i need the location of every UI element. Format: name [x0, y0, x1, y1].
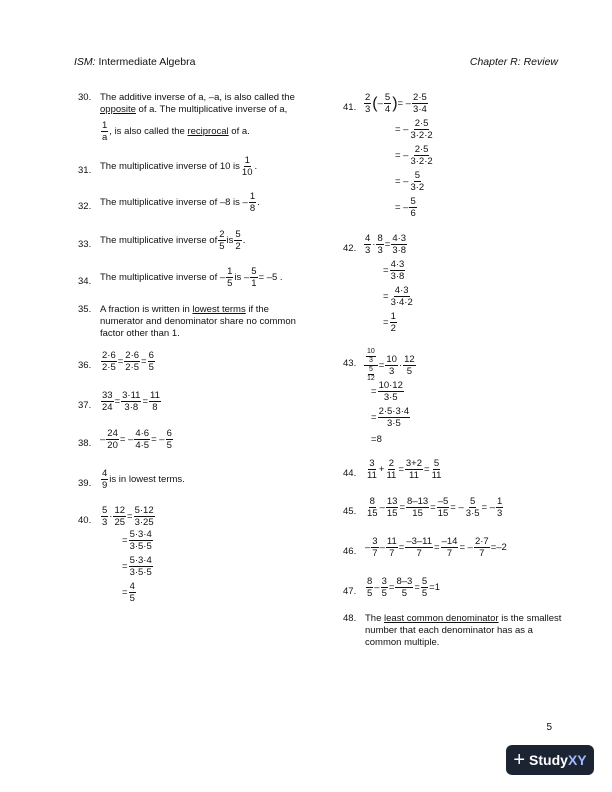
problem-41: 41. $\frac{2}{3}$ ( – $\frac{5}{4}$ ) = – $\frac{2\cdot 5}{3\cdot 4}$ = – $\frac{2\cdot 5}{3\cdot 2\cdot 2}$ = – $\frac{2\cdot 5}{3\cdot 2\cdot 2}$ = – $\frac{5}{3\cdot 2}$ = – $\frac{5}{6}$: [343, 92, 433, 219]
problem-text: is in lowest terms.: [109, 473, 185, 485]
problem-number: 32.: [78, 201, 92, 212]
problem-number: 42.: [343, 243, 357, 254]
problem-text: .: [242, 234, 246, 246]
problem-number: 45.: [343, 506, 357, 517]
problem-number: 47.: [343, 586, 357, 597]
problem-number: 30.: [78, 92, 92, 103]
fraction: $\frac{1}{5}$: [227, 266, 233, 289]
fraction: $\frac{8-13}{15}$: [407, 496, 429, 519]
fraction: $\frac{5}{3\cdot 2}$: [410, 170, 425, 193]
fraction: $\frac{1}{a}$: [102, 120, 108, 143]
problem-40: 40. $\frac{5}{3}$ · $\frac{12}{25}$ = $\frac{5\cdot 12}{3\cdot 25}$ = $\frac{5\cdot 3\cdot 4}{3\cdot 5\cdot 5}$ = $\frac{5\cdot 3\cdot 4}{3\cdot 5\cdot 5}$ = $\frac{4}{5}$: [78, 505, 154, 604]
problem-text: = –5 .: [258, 271, 283, 283]
fraction: $\frac{-14}{7}$: [441, 536, 458, 559]
fraction: $\frac{12}{25}$: [114, 505, 126, 528]
problem-text: A fraction is written in: [100, 304, 193, 315]
problem-text: .: [257, 196, 260, 208]
fraction: $\frac{5}{6}$: [410, 196, 416, 219]
fraction: $\frac{5\cdot 3\cdot 4}{3\cdot 5\cdot 5}$: [129, 529, 152, 552]
fraction-cancelled: $\frac{4\cdot 3}{3\cdot 4\cdot 2}$: [390, 285, 413, 308]
problem-42: 42. $\frac{4}{3}$ · $\frac{8}{3}$ = $\frac{4\cdot 3}{3\cdot 8}$ = $\frac{4\cdot 3}{3\cdot 8}$ = $\frac{4\cdot 3}{3\cdot 4\cdot 2}$ = $\frac{1}{2}$: [343, 233, 413, 334]
fraction: $\frac{11}{7}$: [386, 536, 397, 559]
fraction: $\frac{5}{1}$: [251, 266, 257, 289]
fraction: $\frac{13}{15}$: [386, 496, 398, 519]
problem-text: .: [254, 160, 258, 172]
fraction: $\frac{4\cdot 3}{3\cdot 8}$: [390, 259, 405, 282]
fraction: $\frac{4}{5}$: [129, 581, 135, 604]
fraction: $\frac{2}{3}$: [365, 92, 371, 115]
problem-number: 48.: [343, 613, 357, 624]
fraction-cancelled: $\frac{2\cdot 7}{7}$: [474, 536, 489, 559]
problem-number: 38.: [78, 438, 92, 449]
plus-icon: +: [513, 748, 526, 771]
fraction-cancelled: $\frac{5\cdot 3\cdot 4}{3\cdot 5\cdot 5}$: [129, 555, 152, 578]
header-book-italic: ISM:: [74, 56, 96, 68]
fraction: $\frac{10}{3}$: [386, 354, 397, 377]
fraction: $\frac{8}{3}$: [377, 233, 383, 256]
problem-number: 31.: [78, 165, 92, 176]
complex-fraction: $\frac{\frac{10}{3}}{\frac{5}{12}}$: [364, 348, 378, 383]
problem-text: The: [365, 613, 385, 624]
problem-text: is: [226, 234, 234, 246]
fraction: $\frac{10\cdot 12}{3\cdot 5}$: [378, 380, 403, 403]
fraction: $\frac{33}{24}$: [102, 390, 113, 413]
fraction: $\frac{11}{8}$: [150, 390, 160, 413]
problem-text: The multiplicative inverse of –: [100, 271, 226, 283]
fraction-cancelled: $\frac{2\cdot 5\cdot 3\cdot 4}{3\cdot 5}$: [378, 406, 410, 429]
problem-number: 39.: [78, 478, 92, 489]
fraction: $\frac{3}{11}$: [367, 458, 377, 481]
problem-text: The multiplicative inverse of 10 is: [100, 160, 240, 172]
problem-text: , is also called the: [109, 126, 188, 138]
fraction: $\frac{8-3}{5}$: [396, 576, 413, 599]
problem-number: 43.: [343, 358, 357, 369]
result-value: –2: [496, 541, 507, 553]
problem-number: 41.: [343, 102, 357, 113]
fraction: $\frac{5}{3}$: [102, 505, 108, 528]
page-number: 5: [546, 722, 552, 733]
problem-text: of a.: [228, 126, 250, 138]
fraction: $\frac{2}{11}$: [386, 458, 397, 481]
fraction: $\frac{3+2}{11}$: [405, 458, 422, 481]
fraction: $\frac{12}{5}$: [404, 354, 415, 377]
fraction: $\frac{4}{9}$: [102, 468, 108, 491]
result-value: 1: [434, 581, 441, 593]
fraction: $\frac{-3-11}{7}$: [406, 536, 433, 559]
fraction: $\frac{2\cdot 6}{2\cdot 5}$: [102, 350, 116, 373]
problem-text: The multiplicative inverse of –8 is –: [100, 196, 248, 208]
studyxy-logo[interactable]: [506, 745, 594, 775]
problem-number: 34.: [78, 276, 92, 287]
fraction: $\frac{1}{3}$: [497, 496, 503, 519]
fraction-cancelled: $\frac{2\cdot 5}{3\cdot 2\cdot 2}$: [410, 144, 433, 167]
fraction: $\frac{8}{15}$: [367, 496, 378, 519]
problem-text: of a. The multiplicative inverse of a,: [135, 104, 288, 115]
problem-number: 35.: [78, 304, 92, 315]
fraction-cancelled: $\frac{2\cdot 6}{2\cdot 5}$: [125, 350, 140, 373]
problem-43: 43. $\frac{\frac{10}{3}}{\frac{5}{12}}$ = $\frac{10}{3}$ · $\frac{12}{5}$ = $\frac{10\cdot 12}{3\cdot 5}$ = $\frac{2\cdot 5\cdot 3\cdot 4}{3\cdot 5}$ = 8: [343, 348, 415, 445]
fraction: $\frac{5}{4}$: [384, 92, 391, 115]
header-book-title: [74, 56, 195, 68]
fraction: $\frac{8}{5}$: [367, 576, 373, 599]
problem-text: The additive inverse of a, –a, is also called the: [100, 92, 295, 103]
problem-text: if the numerator and denominator share no common factor other than 1.: [100, 304, 296, 339]
fraction: $\frac{2}{5}$: [219, 229, 225, 252]
brand-name: Study: [529, 752, 568, 768]
fraction: $\frac{1}{8}$: [249, 191, 256, 214]
fraction-cancelled: $\frac{4\cdot 6}{4\cdot 5}$: [135, 428, 150, 451]
problem-number: 33.: [78, 239, 92, 250]
fraction: $\frac{-5}{15}$: [437, 496, 449, 519]
brand-name-suffix: XY: [567, 752, 587, 768]
problem-number: 44.: [343, 468, 357, 479]
fraction: $\frac{2\cdot 5}{3\cdot 4}$: [413, 92, 427, 115]
term-lowest-terms: lowest terms: [192, 304, 246, 315]
term-opposite: opposite: [100, 104, 136, 115]
problem-number: 40.: [78, 515, 92, 526]
problem-text: is –: [234, 271, 250, 283]
term-reciprocal: reciprocal: [187, 126, 229, 138]
fraction: $\frac{4}{3}$: [365, 233, 371, 256]
fraction: $\frac{5}{11}$: [431, 458, 442, 481]
fraction: $\frac{1}{2}$: [390, 311, 396, 334]
fraction: $\frac{6}{5}$: [148, 350, 154, 373]
fraction: $\frac{4\cdot 3}{3\cdot 8}$: [392, 233, 407, 256]
fraction: $\frac{1}{10}$: [241, 155, 253, 178]
fraction-cancelled: $\frac{3\cdot 11}{3\cdot 8}$: [122, 390, 141, 413]
fraction: $\frac{5\cdot 12}{3\cdot 25}$: [134, 505, 154, 528]
fraction: $\frac{3}{7}$: [372, 536, 378, 559]
fraction: $\frac{3}{5}$: [381, 576, 387, 599]
fraction: $\frac{6}{5}$: [166, 428, 172, 451]
fraction: $\frac{24}{20}$: [107, 428, 118, 451]
header-book-subtitle: Intermediate Algebra: [95, 56, 196, 68]
header-chapter: Chapter R: Review: [469, 56, 558, 68]
problem-text: The multiplicative inverse of: [100, 234, 218, 246]
problem-number: 37.: [78, 400, 92, 411]
fraction: $\frac{5}{5}$: [421, 576, 428, 599]
fraction: $\frac{2\cdot 5}{3\cdot 2\cdot 2}$: [410, 118, 433, 141]
term-least-common-denominator: least common denominator: [384, 613, 499, 624]
problem-number: 46.: [343, 546, 357, 557]
problem-number: 36.: [78, 360, 92, 371]
fraction: $\frac{5}{2}$: [235, 229, 241, 252]
result-value: 8: [376, 434, 382, 445]
fraction-cancelled: $\frac{5}{3\cdot 5}$: [465, 496, 480, 519]
problem-text: is the smallest number that each denominator has as a common multiple.: [365, 613, 562, 648]
